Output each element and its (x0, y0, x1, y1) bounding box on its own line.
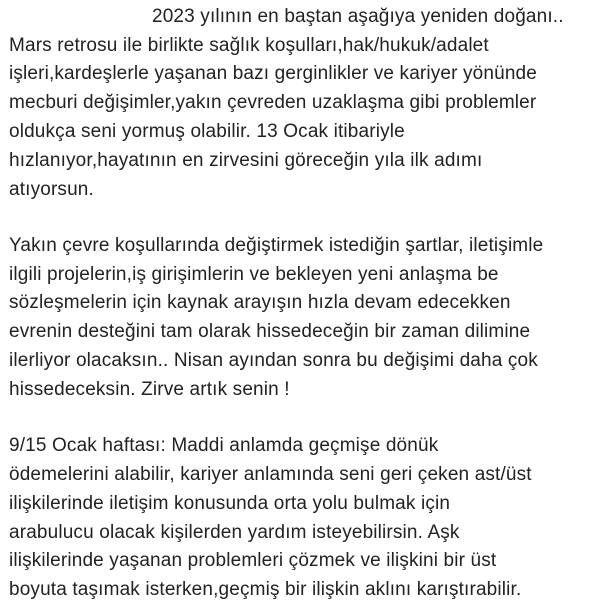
paragraph-2-line-3: sözleşmelerin için kaynak arayışın hızla devam edecekken (9, 292, 511, 313)
paragraph-1-line-5: oldukça seni yormuş olabilir. 13 Ocak itibariyle (9, 121, 405, 142)
paragraph-1-line-2: Mars retrosu ile birlikte sağlık koşulları,hak/hukuk/adalet (9, 35, 489, 56)
paragraph-2-line-2: ilgili projelerin,iş girişimlerin ve bekleyen yeni anlaşma be (9, 264, 499, 285)
paragraph-1-line-6: hızlanıyor,hayatının en zirvesini göreceğin yıla ilk adımı (9, 150, 483, 171)
paragraph-3-line-3: ilişkilerinde iletişim konusunda orta yolu bulmak için (9, 493, 451, 514)
paragraph-3-line-6: boyuta taşımak isterken,geçmiş bir ilişkin aklını karıştırabilir. (9, 579, 522, 600)
paragraph-2-line-6: hissedeceksin. Zirve artık senin ! (9, 379, 290, 400)
paragraph-3-line-5: ilişkilerinde yaşanan problemleri çözmek ve ilişkini bir üst (9, 550, 497, 571)
paragraph-2-line-1: Yakın çevre koşullarında değiştirmek istediğin şartlar, iletişimle (9, 235, 544, 256)
paragraph-3-line-2: ödemelerini alabilir, kariyer anlamında seni geri çeken ast/üst (9, 464, 532, 485)
paragraph-1-line-1: 2023 yılının en baştan aşağıya yeniden doğanı.. (152, 6, 564, 27)
paragraph-3-line-1: 9/15 Ocak haftası: Maddi anlamda geçmişe dönük (9, 435, 439, 456)
paragraph-1-line-3: işleri,kardeşlerle yaşanan bazı gerginlikler ve kariyer yönünde (9, 63, 537, 84)
paragraph-1-line-4: mecburi değişimler,yakın çevreden uzaklaşma gibi problemler (9, 92, 537, 113)
paragraph-2-line-5: ilerliyor olacaksın.. Nisan ayından sonra bu değişimi daha çok (9, 350, 538, 371)
paragraph-3-line-4: arabulucu olacak kişilerden yardım isteyebilirsin. Aşk (9, 522, 460, 543)
paragraph-1-line-7: atıyorsun. (9, 179, 94, 200)
paragraph-2-line-4: evrenin desteğini tam olarak hissedeceğin bir zaman dilimine (9, 321, 531, 342)
